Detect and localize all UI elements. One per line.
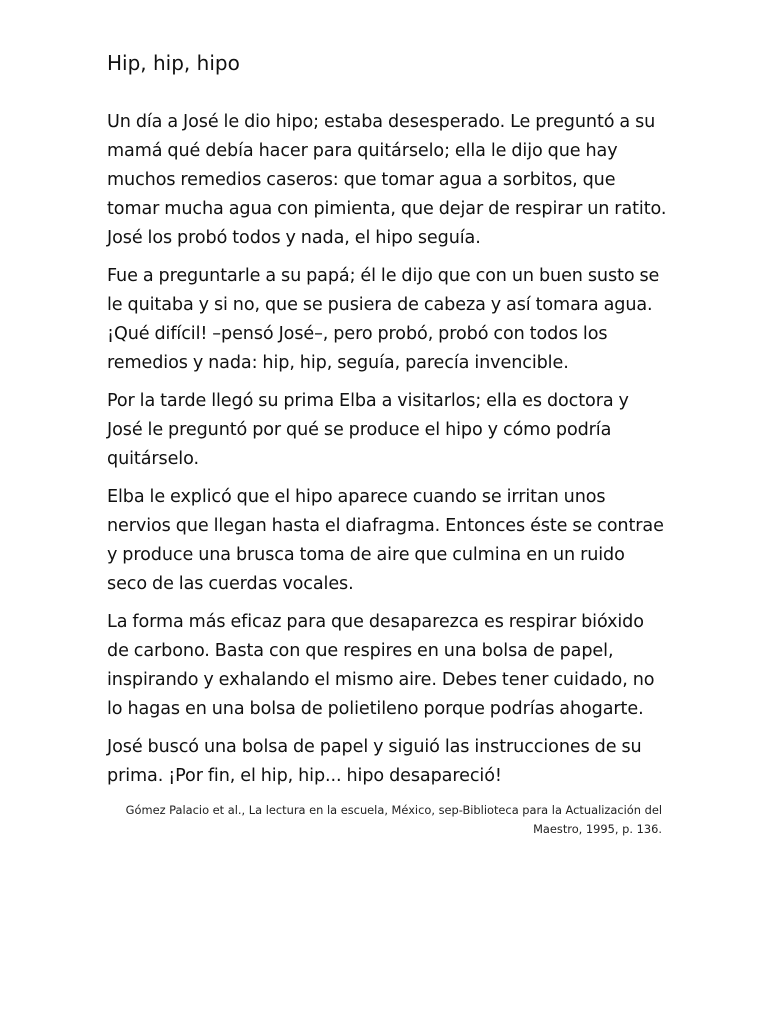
document-body — [107, 108, 667, 839]
paragraph-1: Un día a José le dio hipo; estaba desesperado. Le preguntó a su mamá qué debía hacer para quitárselo; ella le dijo que hay muchos remedios caseros: que tomar agua a sorbitos, que tomar mucha agua con pimienta, que dejar de respirar un ratito. José los probó todos y nada, el hipo seguía. — [107, 112, 667, 248]
paragraph-6: José buscó una bolsa de papel y siguió las instrucciones de su prima. ¡Por fin, el hip, hip... hipo desapareció! — [107, 737, 642, 786]
document-title: Hip, hip, hipo — [107, 51, 240, 75]
paragraph-3: Por la tarde llegó su prima Elba a visitarlos; ella es doctora y José le preguntó por qué se produce el hipo y cómo podría quitárselo. — [107, 391, 629, 469]
paragraph-2: Fue a preguntarle a su papá; él le dijo que con un buen susto se le quitaba y si no, que se pusiera de cabeza y así tomara agua. ¡Qué difícil! –pensó José–, pero probó, probó con todos los remedios y nada: hip, hip, seguía, parecía invencible. — [107, 266, 660, 373]
source-citation: Gómez Palacio et al., La lectura en la escuela, México, sep-Biblioteca para la Actualización del Maestro, 1995, p. 136. — [125, 803, 662, 836]
paragraph-4: Elba le explicó que el hipo aparece cuando se irritan unos nervios que llegan hasta el diafragma. Entonces éste se contrae y produce una brusca toma de aire que culmina en un ruido seco de las cuerdas vocales. — [107, 487, 664, 594]
paragraph-5: La forma más eficaz para que desaparezca es respirar bióxido de carbono. Basta con que respires en una bolsa de papel, inspirando y exhalando el mismo aire. Debes tener cuidado, no lo hagas en una bolsa de polietileno porque podrías ahogarte. — [107, 612, 655, 719]
